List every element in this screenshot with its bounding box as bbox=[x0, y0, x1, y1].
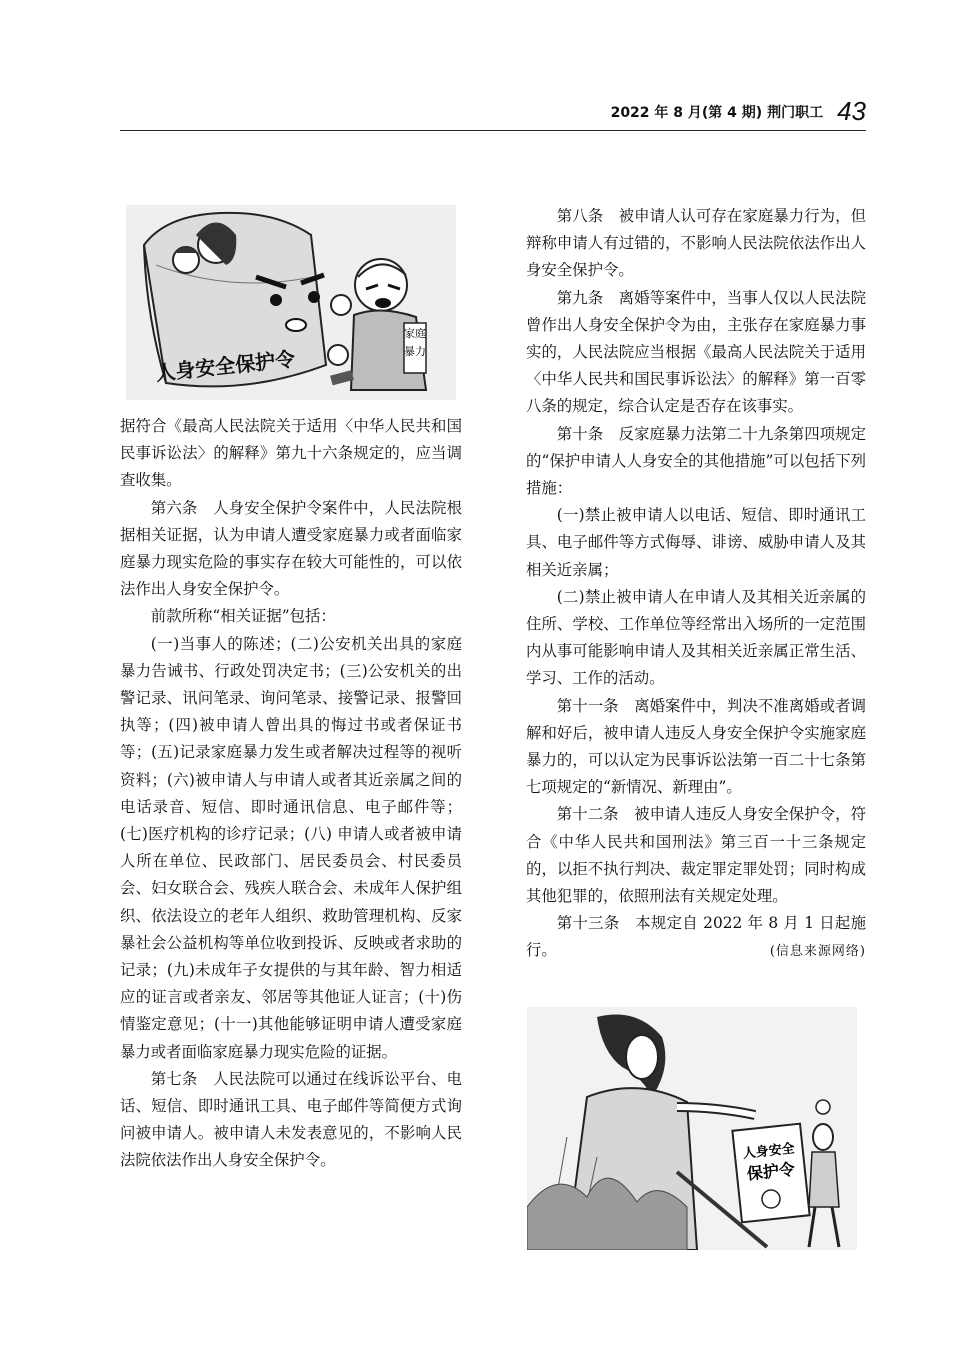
left-paragraph-2: 第六条 人身安全保护令案件中，人民法院根据相关证据，认为申请人遭受家庭暴力或者面临家庭暴力现实危险的事实存在较大可能性的，可以依法作出人身安全保护令。 bbox=[120, 498, 462, 599]
right-paragraph-6: 第十一条 离婚案件中，判决不准离婚或者调解和好后，被申请人违反人身安全保护令实施家庭暴力的，可以认定为民事诉讼法第一百二十七条第七项规定的“新情况、新理由”。 bbox=[526, 696, 866, 797]
left-column bbox=[120, 203, 462, 1175]
right-paragraph-5: (二)禁止被申请人在申请人及其相关近亲属的住所、学校、工作单位等经常出入场所的一定范围内从事可能影响申请人及其相关近亲属正常生活、学习、工作的活动。 bbox=[526, 587, 866, 688]
left-paragraph-1: 据符合《最高人民法院关于适用〈中华人民共和国民事诉讼法〉的解释》第九十六条规定的，应当调查收集。 bbox=[120, 417, 462, 490]
right-column bbox=[526, 203, 866, 966]
court-order-cartoon-drawing bbox=[527, 1007, 857, 1250]
source-note: (信息来源网络) bbox=[769, 944, 866, 960]
illustration-protection-shield bbox=[126, 205, 456, 400]
right-paragraph-7: 第十二条 被申请人违反人身安全保护令，符合《中华人民共和国刑法》第三百一十三条规定的，以拒不执行判决、裁定罪定罪处罚；同时构成其他犯罪的，依照刑法有关规定处理。 bbox=[526, 805, 866, 906]
illustration-court-order bbox=[527, 1007, 857, 1250]
article-13-text: 第十三条 本规定自 2022 年 8 月 1 日起施行。 bbox=[526, 914, 866, 960]
sign-text-line1: 人身安全 bbox=[742, 1141, 796, 1162]
sign-text-line2: 保护令 bbox=[745, 1159, 796, 1184]
right-paragraph-4: (一)禁止被申请人以电话、短信、即时通讯工具、电子邮件等方式侮辱、诽谤、威胁申请人及其相关近亲属； bbox=[526, 506, 866, 579]
issue-info: 2022 年 8 月(第 4 期) 荆门职工 bbox=[610, 105, 824, 121]
tag-text-1: 家庭 bbox=[404, 327, 426, 340]
left-paragraph-4: (一)当事人的陈述；(二)公安机关出具的家庭暴力告诫书、行政处罚决定书；(三)公安机关的出警记录、讯问笔录、询问笔录、接警记录、报警回执等；(四)被申请人曾出具的悔过书或者保证书等；(五)记录家庭暴力发生或者解决过程等的视听资料；(六)被申请人与申请人或者其近亲属之间的电话录音、短信、即时通讯信息、电子邮件等；(七)医疗机构的诊疗记录；(八) 申请人或者被申请人所在单位、民政部门、居民委员会、村民委员会、妇女联合会、残疾人联合会、未成年人保护组织、依法设立的老年人组织、救助管理机构、反家暴社会公益机构等单位收到投诉、反映或者求助的记录；(九)未成年子女提供的与其年龄、智力相适应的证言或者亲友、邻居等其他证人证言；(十)伤情鉴定意见；(十一)其他能够证明申请人遭受家庭暴力或者面临家庭暴力现实危险的证据。 bbox=[120, 634, 462, 1061]
right-paragraph-1: 第八条 被申请人认可存在家庭暴力行为，但辩称申请人有过错的，不影响人民法院依法作出人身安全保护令。 bbox=[526, 207, 866, 280]
tag-text-2: 暴力 bbox=[404, 345, 426, 358]
shield-cartoon-drawing bbox=[126, 205, 456, 400]
left-paragraph-3: 前款所称“相关证据”包括： bbox=[150, 607, 336, 626]
right-paragraph-2: 第九条 离婚等案件中，当事人仅以人民法院曾作出人身安全保护令为由，主张存在家庭暴力事实的，人民法院应当根据《最高人民法院关于适用〈中华人民共和国民事诉讼法〉的解释》第一百零八条的规定，综合认定是否存在该事实。 bbox=[526, 288, 866, 416]
right-paragraph-3: 第十条 反家庭暴力法第二十九条第四项规定的“保护申请人人身安全的其他措施”可以包括下列措施： bbox=[526, 424, 866, 498]
page-number: 43 bbox=[837, 96, 866, 126]
right-paragraph-8 bbox=[526, 910, 866, 964]
skull-icon bbox=[816, 1100, 830, 1114]
page-header bbox=[120, 96, 866, 131]
shield-text: 人身安全保护令 bbox=[154, 346, 297, 386]
left-paragraph-5: 第七条 人民法院可以通过在线诉讼平台、电话、短信、即时通讯工具、电子邮件等简便方式询问被申请人。被申请人未发表意见的，不影响人民法院依法作出人身安全保护令。 bbox=[120, 1069, 462, 1170]
